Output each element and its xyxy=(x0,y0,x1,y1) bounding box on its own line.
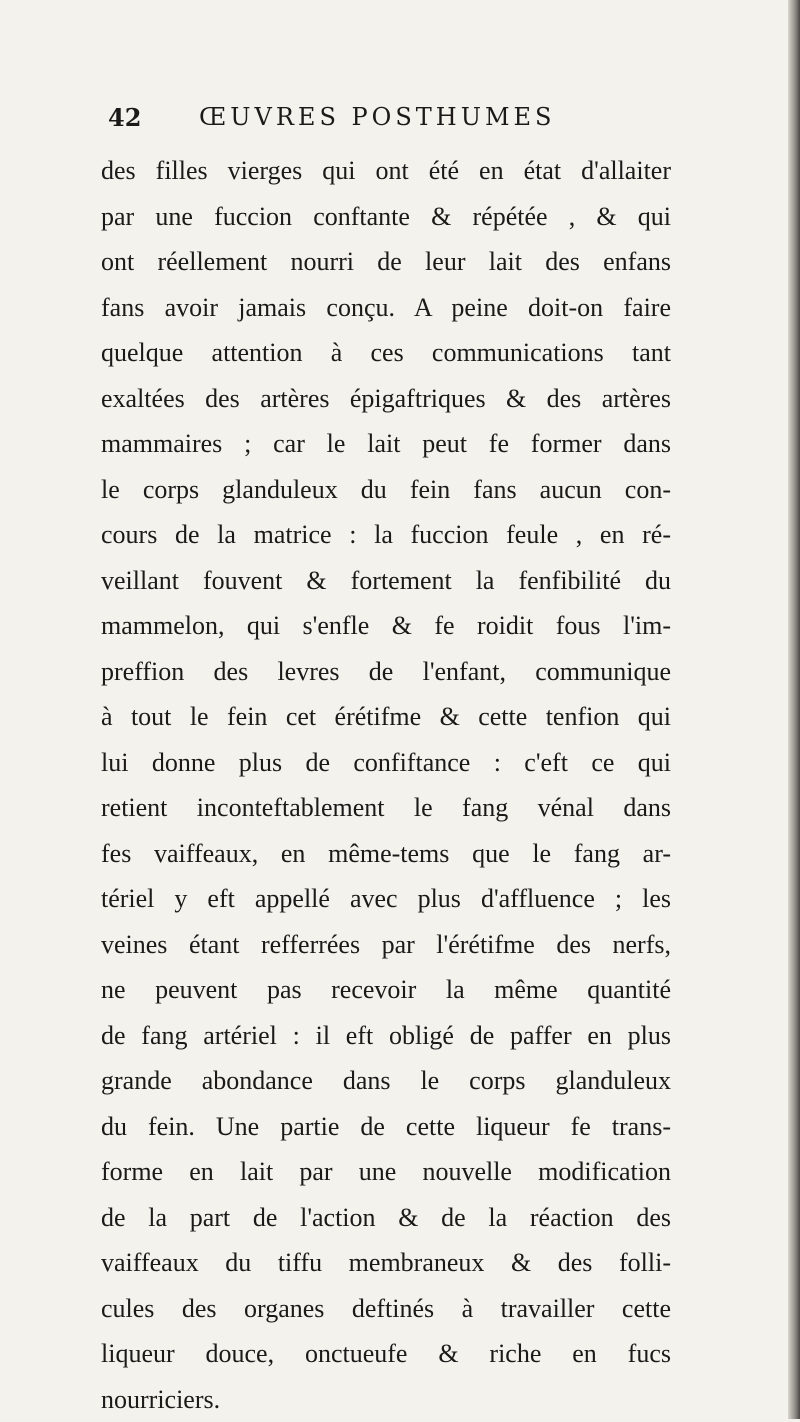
text-line: le corps glanduleux du fein fans aucun con- xyxy=(101,467,671,513)
text-line: mammaires ; car le lait peut fe former dans xyxy=(101,421,671,467)
text-line: mammelon, qui s'enfle & fe roidit fous l'im- xyxy=(101,603,671,649)
text-line: du fein. Une partie de cette liqueur fe trans- xyxy=(101,1104,671,1150)
text-line: veines étant refferrées par l'érétifme des nerfs, xyxy=(101,922,671,968)
text-line: ne peuvent pas recevoir la même quantité xyxy=(101,967,671,1013)
text-line: exaltées des artères épigaftriques & des artères xyxy=(101,376,671,422)
text-line: des filles vierges qui ont été en état d'allaiter xyxy=(101,148,671,194)
page-number: 42 xyxy=(108,103,141,132)
text-line: quelque attention à ces communications tant xyxy=(101,330,671,376)
text-line: vaiffeaux du tiffu membraneux & des folli- xyxy=(101,1240,671,1286)
text-line: cules des organes deftinés à travailler cette xyxy=(101,1286,671,1332)
text-line: fes vaiffeaux, en même-tems que le fang ar- xyxy=(101,831,671,877)
page-header xyxy=(108,103,668,143)
text-line: de fang artériel : il eft obligé de paffer en plus xyxy=(101,1013,671,1059)
body-text xyxy=(101,148,671,1422)
running-title: ŒUVRES POSTHUMES xyxy=(199,103,555,131)
text-line: cours de la matrice : la fuccion feule , en ré- xyxy=(101,512,671,558)
text-line: retient inconteftablement le fang vénal dans xyxy=(101,785,671,831)
text-line: preffion des levres de l'enfant, communique xyxy=(101,649,671,695)
page-edge-shadow xyxy=(788,0,800,1419)
text-line: veillant fouvent & fortement la fenfibilité du xyxy=(101,558,671,604)
text-line: nourriciers. xyxy=(101,1377,671,1422)
text-line: fans avoir jamais conçu. A peine doit-on faire xyxy=(101,285,671,331)
text-line: tériel y eft appellé avec plus d'affluence ; les xyxy=(101,876,671,922)
text-line: forme en lait par une nouvelle modification xyxy=(101,1149,671,1195)
text-line: ont réellement nourri de leur lait des enfans xyxy=(101,239,671,285)
text-line: liqueur douce, onctueufe & riche en fucs xyxy=(101,1331,671,1377)
text-line: par une fuccion conftante & répétée , & qui xyxy=(101,194,671,240)
text-line: lui donne plus de confiftance : c'eft ce qui xyxy=(101,740,671,786)
text-line: grande abondance dans le corps glanduleux xyxy=(101,1058,671,1104)
text-line: de la part de l'action & de la réaction des xyxy=(101,1195,671,1241)
text-line: à tout le fein cet érétifme & cette tenfion qui xyxy=(101,694,671,740)
